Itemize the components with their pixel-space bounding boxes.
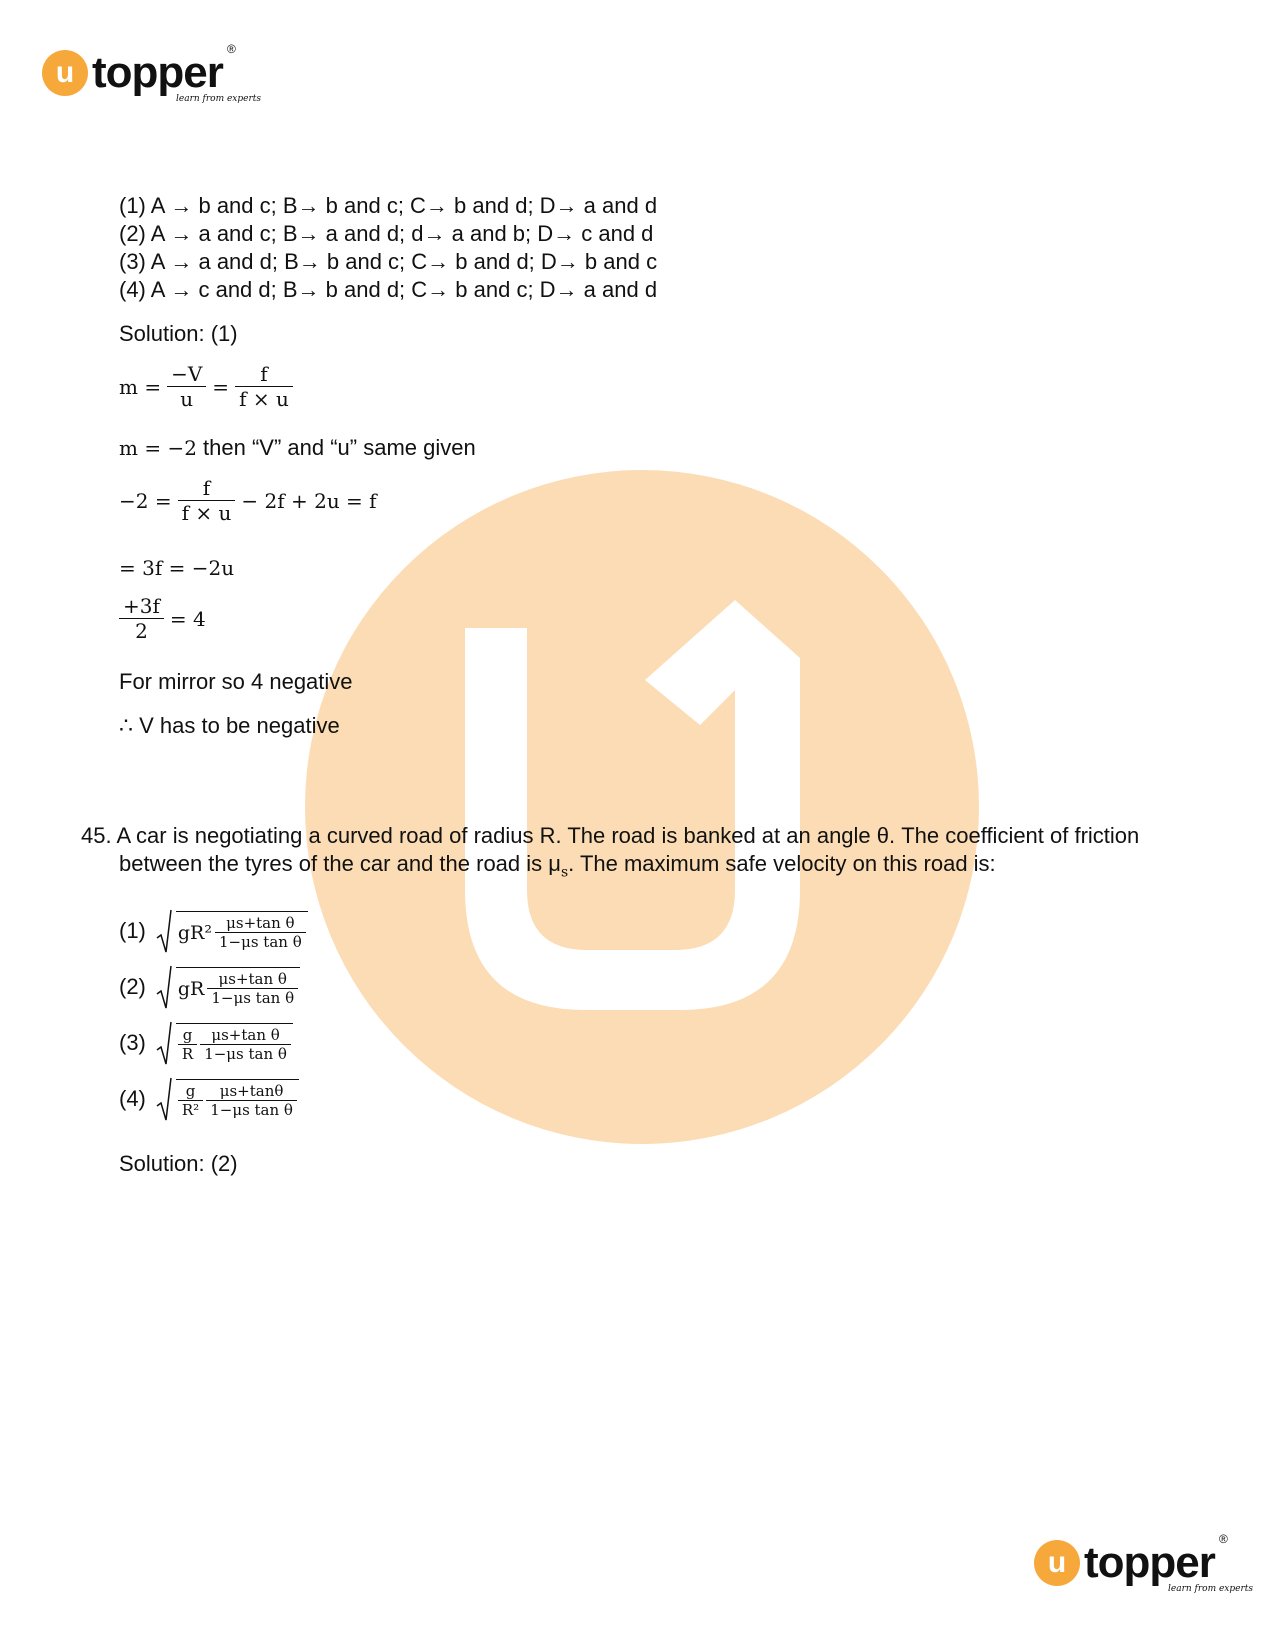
q44-equation-3: −2 = $\frac{f}{f \times u}$ − 2f + 2u = f [119, 476, 377, 525]
q44-option-3: (3) A → a and d; B→ b and c; C→ b and d; D→ b and c [119, 249, 658, 274]
q45-option-expression: $\frac{g}{\text{R²}}$ $\frac{\mu s+\tan\theta}{\text{1−μs tan θ}}$ [176, 1079, 299, 1119]
q44-therefore-line: ∴ V has to be negative [119, 713, 340, 738]
q44-option-4: (4) A → c and d; B→ b and d; C→ b and c; D→ a and d [119, 277, 658, 302]
q44-solution-label: Solution: (1) [119, 321, 238, 346]
q44-mirror-line: For mirror so 4 negative [119, 669, 353, 694]
q45-option-expression: gR $\frac{\text{μs+tan θ}}{\text{1−μs tan θ}}$ [176, 967, 300, 1007]
q45-option-label: (1) [119, 918, 146, 943]
q45-question-line-2: between the tyres of the car and the road is $\mu_s$. The maximum safe velocity on this road is: [119, 851, 996, 881]
header-logo-tagline: learn from experts [176, 94, 262, 104]
q45-option-expression: gR² $\frac{\text{μs+tan θ}}{\text{1−μs tan θ}}$ [176, 911, 308, 951]
sqrt-radical-icon [156, 1076, 172, 1122]
q44-equation-4: = 3f = −2u [119, 556, 235, 580]
sqrt-radical-icon [156, 1020, 172, 1066]
q45-option-1 [119, 908, 308, 954]
q45-option-label: (3) [119, 1030, 146, 1055]
q45-option-2 [119, 964, 300, 1010]
q44-equation-5: $\frac{+3f}{2}$ = 4 [119, 594, 206, 643]
sqrt-radical-icon [156, 908, 172, 954]
q44-equation-2: m = −2 then “V” and “u” same given [119, 435, 476, 460]
q45-question-line-1: 45. A car is negotiating a curved road of radius R. The road is banked at an angle θ. The coefficient of friction [81, 823, 1140, 848]
q44-option-2: (2) A → a and c; B→ a and d; d→ a and b; D→ c and d [119, 221, 654, 246]
header-logo [42, 42, 235, 98]
logo-wordmark: topper ® [92, 42, 235, 97]
footer-logo-wordmark: topper ® [1084, 1532, 1227, 1587]
q45-option-label: (4) [119, 1086, 146, 1111]
footer-logo-tagline: learn from experts [1168, 1584, 1254, 1594]
q44-equation-1: m = $\frac{-V}{u}$ = $\frac{f}{f \times u}$ [119, 362, 293, 411]
q45-option-3 [119, 1020, 293, 1066]
q44-option-1: (1) A → b and c; B→ b and c; C→ b and d; D→ a and d [119, 193, 658, 218]
footer-logo [1034, 1532, 1227, 1588]
q45-option-4 [119, 1076, 299, 1122]
q45-option-expression: $\frac{g}{R}$ $\frac{\text{μs+tan θ}}{\text{1−μs tan θ}}$ [176, 1023, 293, 1063]
sqrt-radical-icon [156, 964, 172, 1010]
q45-solution-label: Solution: (2) [119, 1151, 238, 1176]
logo-u-icon: u [42, 50, 88, 96]
q45-option-label: (2) [119, 974, 146, 999]
footer-logo-u-icon: u [1034, 1540, 1080, 1586]
